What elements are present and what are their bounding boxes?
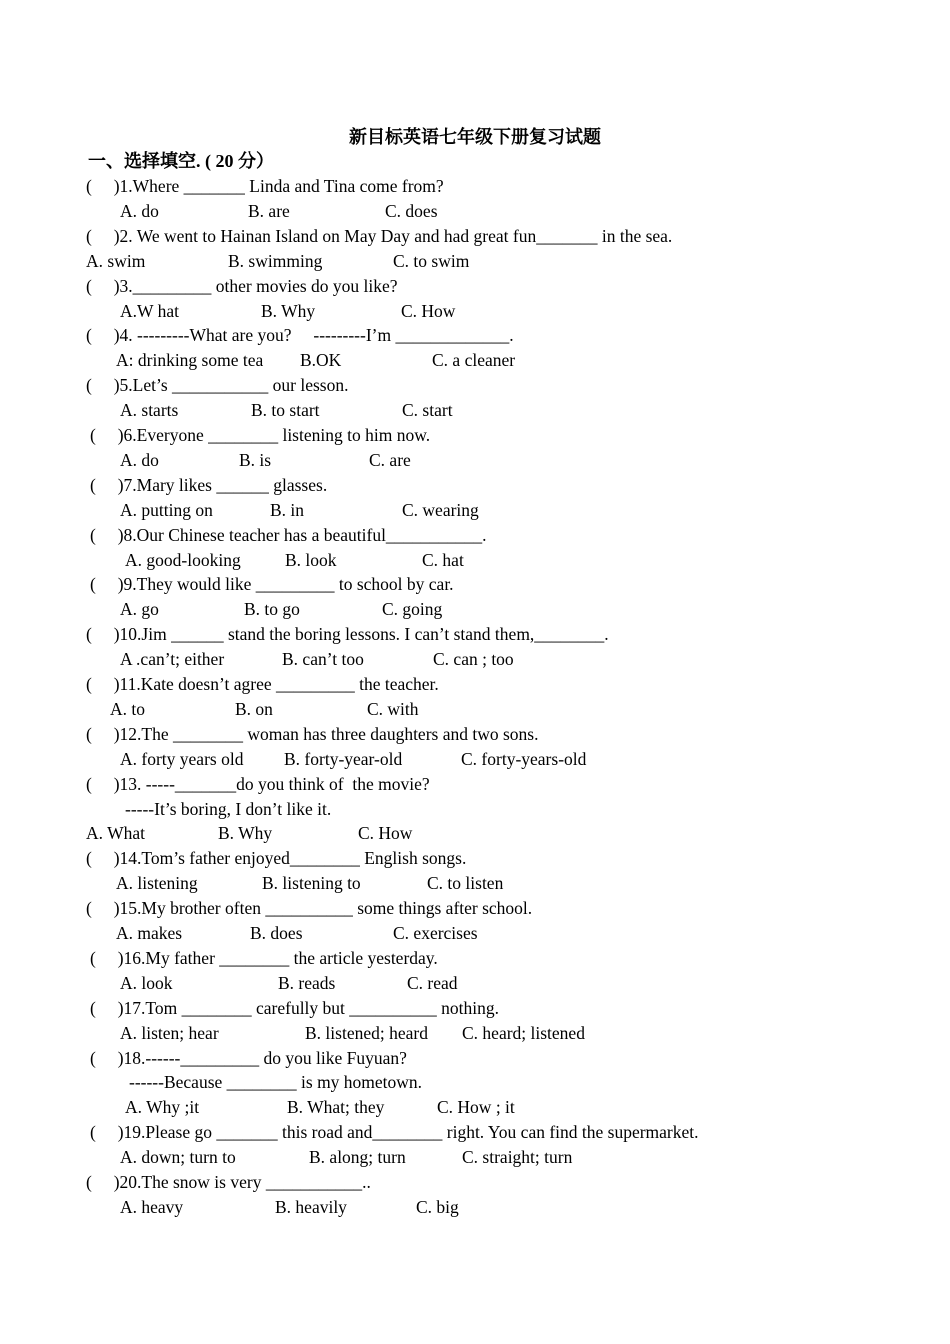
answer-option-c: C. with <box>367 698 419 719</box>
answer-option-c: C. can ; too <box>433 649 514 670</box>
question-stem: ( )14.Tom’s father enjoyed________ English songs. <box>86 848 467 869</box>
answer-option-c: C. exercises <box>393 923 478 943</box>
answer-option-c: C. does <box>385 200 438 221</box>
section-heading: 一、选择填空. ( 20 分） <box>88 151 274 171</box>
question-stem: ( )10.Jim ______ stand the boring lessons. I can’t stand them,________. <box>86 624 609 645</box>
answer-option-b: B. look <box>285 549 337 570</box>
question-stem: ( )13. -----_______do you think of the movie? <box>86 773 430 794</box>
answer-option-c: C. to swim <box>393 250 470 271</box>
answer-option-c: C. hat <box>422 549 464 570</box>
answer-option-a: A. heavy <box>120 1196 184 1217</box>
answer-option-a: A. look <box>120 972 173 993</box>
question-stem: ( )6.Everyone ________ listening to him now. <box>90 425 431 445</box>
answer-option-a: A. Why ;it <box>125 1097 200 1118</box>
answer-option-b: B. does <box>250 923 303 943</box>
answer-option-c: C. How <box>358 823 413 844</box>
question-stem: ( )4. ---------What are you? ---------I’m _____________. <box>86 325 514 346</box>
answer-option-b: B. swimming <box>228 250 323 271</box>
question-stem: ( )20.The snow is very ___________.. <box>86 1172 371 1192</box>
answer-option-b: B. in <box>270 499 305 520</box>
answer-option-a: A. to <box>110 698 145 719</box>
answer-option-b: B. can’t too <box>282 649 364 670</box>
answer-option-a: A. listen; hear <box>120 1022 219 1043</box>
answer-option-a: A.W hat <box>120 300 179 321</box>
answer-option-a: A. do <box>120 449 159 470</box>
answer-option-c: C. to listen <box>427 873 504 894</box>
answer-option-a: A. listening <box>116 873 198 894</box>
question-stem: ( )11.Kate doesn’t agree _________ the teacher. <box>86 674 439 694</box>
answer-option-a: A. What <box>86 823 145 844</box>
answer-option-b: B. are <box>248 200 290 221</box>
answer-option-a: A. starts <box>120 400 179 421</box>
question-stem: ( )12.The ________ woman has three daughters and two sons. <box>86 723 539 744</box>
answer-option-b: B. forty-year-old <box>284 748 403 769</box>
answer-option-b: B. is <box>239 449 272 470</box>
question-stem: ( )16.My father ________ the article yesterday. <box>90 947 438 968</box>
answer-option-b: B. What; they <box>287 1097 385 1118</box>
answer-option-a: A. good-looking <box>125 549 241 570</box>
answer-option-a: A. go <box>120 599 159 620</box>
answer-option-b: B. reads <box>278 972 336 993</box>
answer-option-c: C. start <box>402 400 453 421</box>
answer-option-a: A .can’t; either <box>120 649 225 670</box>
answer-option-b: B. along; turn <box>309 1147 406 1168</box>
page-title: 新目标英语七年级下册复习试题 <box>349 127 601 147</box>
answer-option-a: A: drinking some tea <box>116 350 264 371</box>
answer-option-c: C. are <box>369 449 411 470</box>
question-stem: ( )18.------_________ do you like Fuyuan? <box>90 1047 407 1068</box>
answer-option-c: C. read <box>407 972 458 993</box>
answer-option-c: C. a cleaner <box>432 350 516 371</box>
question-stem: ( )17.Tom ________ carefully but __________ nothing. <box>90 997 500 1018</box>
answer-option-b: B. Why <box>261 300 316 321</box>
question-stem: ( )2. We went to Hainan Island on May Day and had great fun_______ in the sea. <box>86 225 673 246</box>
answer-option-a: A. forty years old <box>120 748 244 769</box>
question-stem: ( )3._________ other movies do you like? <box>86 275 398 296</box>
answer-option-a: A. makes <box>116 923 183 943</box>
answer-option-b: B. on <box>235 698 273 719</box>
answer-option-b: B. listened; heard <box>305 1022 428 1043</box>
answer-option-a: A. swim <box>86 250 146 271</box>
answer-option-a: A. do <box>120 200 159 221</box>
answer-option-c: C. How <box>401 300 456 321</box>
answer-option-c: C. going <box>382 599 443 620</box>
answer-option-c: C. forty-years-old <box>461 748 587 769</box>
answer-option-c: C. How ; it <box>437 1097 515 1118</box>
answer-option-c: C. wearing <box>402 499 479 520</box>
question-subline: -----It’s boring, I don’t like it. <box>125 798 332 819</box>
answer-option-b: B. Why <box>218 823 273 844</box>
question-stem: ( )15.My brother often __________ some things after school. <box>86 898 533 919</box>
answer-option-a: A. putting on <box>120 499 213 520</box>
question-stem: ( )8.Our Chinese teacher has a beautiful___________. <box>90 524 487 545</box>
answer-option-c: C. straight; turn <box>462 1147 573 1168</box>
answer-option-b: B. to go <box>244 599 300 620</box>
answer-option-c: C. heard; listened <box>462 1022 585 1043</box>
question-stem: ( )9.They would like _________ to school by car. <box>90 574 454 595</box>
question-subline: ------Because ________ is my hometown. <box>129 1072 423 1093</box>
answer-option-b: B. listening to <box>262 873 361 894</box>
answer-option-c: C. big <box>416 1196 459 1217</box>
answer-option-b: B. to start <box>251 400 320 421</box>
answer-option-a: A. down; turn to <box>120 1147 236 1168</box>
question-stem: ( )5.Let’s ___________ our lesson. <box>86 375 349 396</box>
question-stem: ( )1.Where _______ Linda and Tina come from? <box>86 176 444 196</box>
question-stem: ( )7.Mary likes ______ glasses. <box>90 474 328 495</box>
question-stem: ( )19.Please go _______ this road and________ right. You can find the supermarket. <box>90 1122 699 1143</box>
answer-option-b: B.OK <box>300 350 342 371</box>
answer-option-b: B. heavily <box>275 1196 347 1217</box>
